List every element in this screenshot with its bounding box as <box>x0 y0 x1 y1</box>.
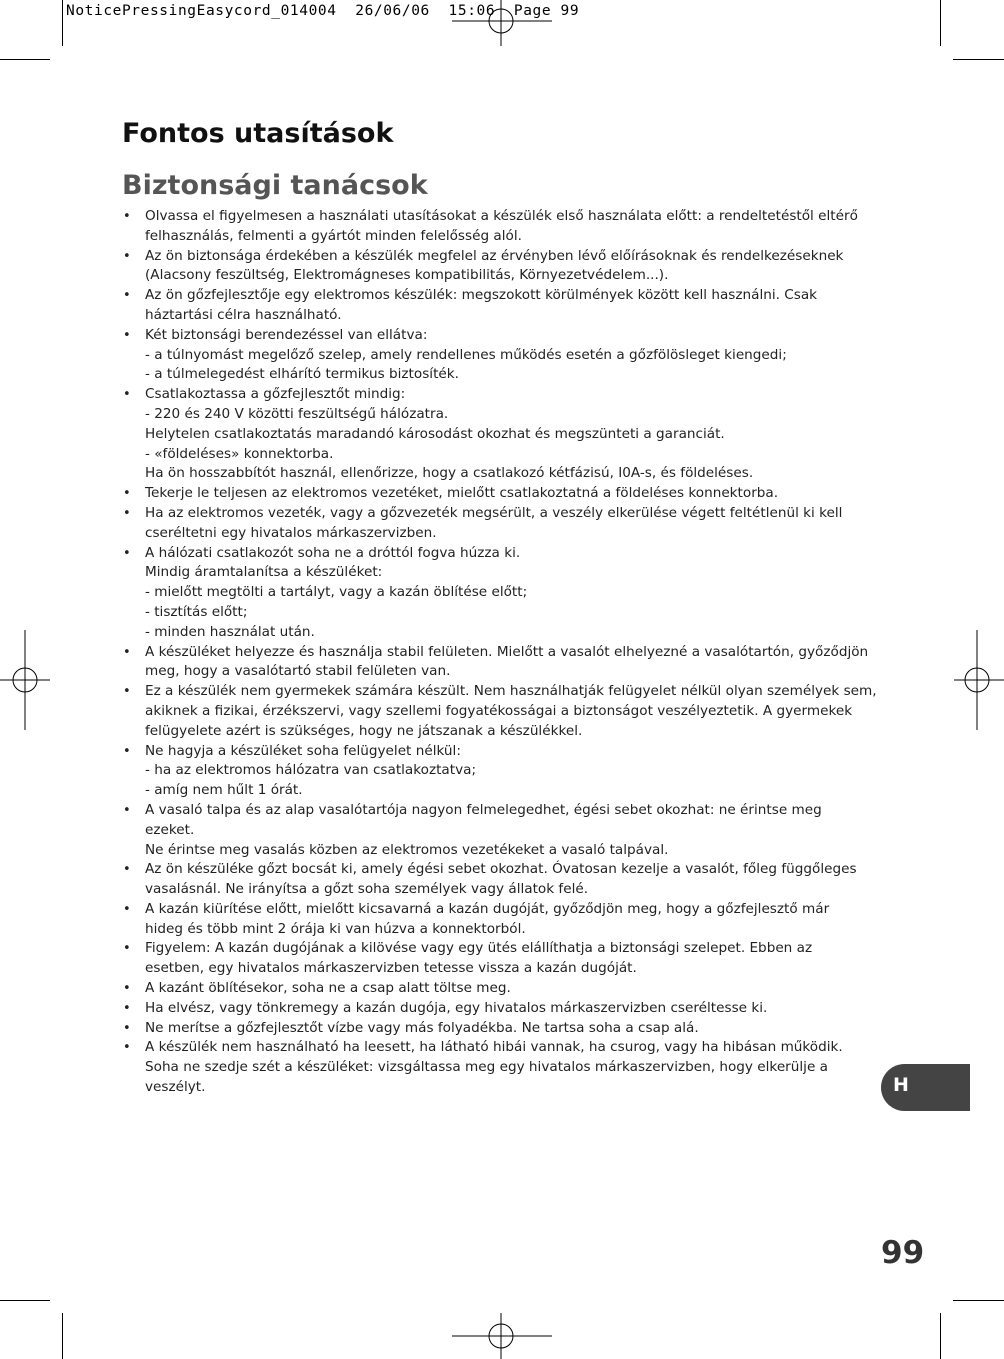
list-item <box>122 1019 882 1039</box>
header-file-name: NoticePressingEasycord_014004 <box>66 3 337 19</box>
list-item-line: • Ne hagyja a készüléket soha felügyelet nélkül: <box>145 742 461 759</box>
header-time: 15:06 <box>448 3 496 19</box>
list-item-line: hideg és több mint 2 órája ki van húzva a konnektorból. <box>145 920 526 937</box>
list-item <box>122 939 882 979</box>
list-item <box>122 801 882 860</box>
list-item <box>122 860 882 900</box>
list-item-line: • Ha elvész, vagy tönkremegy a kazán dugója, egy hivatalos márkaszervizben cseréltesse ki. <box>145 999 768 1016</box>
list-item-line: • Tekerje le teljesen az elektromos vezetéket, mielőtt csatlakoztatná a földeléses konnektorba. <box>145 485 779 502</box>
list-item-line: Helytelen csatlakoztatás maradandó károsodást okozhat és megszünteti a garanciát. <box>145 425 725 442</box>
registration-mark-bottom <box>452 1313 552 1359</box>
list-item-line: Soha ne szedje szét a készüléket: vizsgáltassa meg egy hivatalos márkaszervizben, hogy elkerülje a <box>145 1059 828 1076</box>
list-item-line: Ne érintse meg vasalás közben az elektromos vezetékeket a vasaló talpával. <box>145 841 669 858</box>
list-item-line: - «földeléses» konnektorba. <box>145 445 334 462</box>
crop-mark <box>953 59 1004 60</box>
crop-mark <box>0 59 50 60</box>
list-item-line: • Két biztonsági berendezéssel van ellátva: <box>145 326 428 343</box>
list-item-line: akiknek a fizikai, érzékszervi, vagy szellemi fogyatékosságai a biztonságot veszélyeztetik. A gyermekek <box>145 702 853 719</box>
crop-mark <box>62 1313 63 1359</box>
list-item-line: felügyelete azért is szükséges, hogy ne játszanak a készülékkel. <box>145 722 583 739</box>
list-item <box>122 385 882 484</box>
list-item-line: (Alacsony feszültség, Elektromágneses kompatibilitás, Környezetvédelem...). <box>145 267 669 284</box>
crop-mark <box>62 0 63 46</box>
registration-mark-left <box>0 630 50 730</box>
list-item <box>122 742 882 801</box>
list-item-line: - 220 és 240 V közötti feszültségű hálózatra. <box>145 405 449 422</box>
list-item-line: háztartási célra használható. <box>145 306 342 323</box>
list-item-line: • Az ön biztonsága érdekében a készülék megfelel az érvényben lévő előírásoknak és rendelkezéseknek <box>145 247 844 264</box>
list-item-line: • Ha az elektromos vezeték, vagy a gőzvezeték megsérült, a veszély elkerülése végett feltétlenül ki kell <box>145 504 843 521</box>
list-item-line: • A készülék nem használható ha leesett, ha látható hibái vannak, ha csurog, vagy ha hibásan működik. <box>145 1039 843 1056</box>
list-item <box>122 207 882 247</box>
list-item <box>122 247 882 287</box>
list-item-line: Mindig áramtalanítsa a készüléket: <box>145 564 383 581</box>
list-item <box>122 326 882 385</box>
list-item <box>122 504 882 544</box>
registration-mark-top <box>452 0 552 46</box>
registration-mark-right <box>954 630 1004 730</box>
list-item-line: • A hálózati csatlakozót soha ne a dróttól fogva húzza ki. <box>145 544 521 561</box>
list-item <box>122 544 882 643</box>
list-item <box>122 1038 882 1097</box>
list-item-line: - minden használat után. <box>145 623 315 640</box>
list-item <box>122 900 882 940</box>
crop-mark <box>953 1300 1004 1301</box>
crop-mark <box>940 1313 941 1359</box>
list-item <box>122 682 882 741</box>
list-item <box>122 643 882 683</box>
list-item <box>122 999 882 1019</box>
list-item-line: • A készüléket helyezze és használja stabil felületen. Mielőtt a vasalót elhelyezné a vasalótartón, győződjön <box>145 643 869 660</box>
header-page-label: Page 99 <box>513 3 580 19</box>
safety-instructions-list <box>122 207 882 1098</box>
page-number: 99 <box>881 1235 925 1271</box>
list-item-line: • Az ön gőzfejlesztője egy elektromos készülék: megszokott körülmények között kell használni. Csak <box>145 287 818 304</box>
list-item-line: • Ez a készülék nem gyermekek számára készült. Nem használhatják felügyelet nélkül olyan személyek sem, <box>145 683 877 700</box>
list-item <box>122 286 882 326</box>
list-item-line: • Figyelem: A kazán dugójának a kilövése vagy egy ütés elállíthatja a biztonsági szelepet. Ebben az <box>145 940 813 957</box>
list-item-line: • A vasaló talpa és az alap vasalótartója nagyon felmelegedhet, égési sebet okozhat: ne érintse meg <box>145 801 822 818</box>
list-item-line: ezeket. <box>145 821 195 838</box>
list-item-line: esetben, egy hivatalos márkaszervizben tetesse vissza a kazán dugóját. <box>145 960 637 977</box>
list-item-line: felhasználás, felmenti a gyártót minden felelősség alól. <box>145 227 522 244</box>
section-title: Biztonsági tanácsok <box>122 170 428 201</box>
list-item-line: • Ne merítse a gőzfejlesztőt vízbe vagy más folyadékba. Ne tartsa soha a csap alá. <box>145 1019 699 1036</box>
list-item-line: meg, hogy a vasalótartó stabil felületen van. <box>145 663 451 680</box>
list-item-line: • A kazán kiürítése előtt, mielőtt kicsavarná a kazán dugóját, győződjön meg, hogy a gőzfejlesztő már <box>145 900 830 917</box>
list-item-line: vasalásnál. Ne irányítsa a gőzt soha személyek vagy állatok felé. <box>145 881 589 898</box>
list-item-line: - amíg nem hűlt 1 órát. <box>145 782 303 799</box>
list-item <box>122 484 882 504</box>
list-item-line: - ha az elektromos hálózatra van csatlakoztatva; <box>145 762 477 779</box>
crop-mark <box>0 1300 50 1301</box>
language-tab <box>881 1064 970 1111</box>
list-item-line: - a túlnyomást megelőző szelep, amely rendellenes működés esetén a gőzfölösleget kiengedi; <box>145 346 787 363</box>
list-item-line: • A kazánt öblítésekor, soha ne a csap alatt töltse meg. <box>145 980 511 997</box>
list-item-line: - a túlmelegedést elhárító termikus biztosíték. <box>145 366 459 383</box>
list-item <box>122 979 882 999</box>
list-item-line: • Olvassa el figyelmesen a használati utasításokat a készülék első használata előtt: a rendeltetéstől eltérő <box>145 208 858 224</box>
list-item-line: cseréltetni egy hivatalos márkaszervizben. <box>145 524 437 541</box>
list-item-line: - mielőtt megtölti a tartályt, vagy a kazán öblítése előtt; <box>145 584 528 601</box>
list-item-line: • Csatlakoztassa a gőzfejlesztőt mindig: <box>145 386 406 403</box>
crop-mark <box>940 0 941 46</box>
list-item-line: - tisztítás előtt; <box>145 603 248 620</box>
list-item-line: • Az ön készüléke gőzt bocsát ki, amely égési sebet okozhat. Óvatosan kezelje a vasalót, főleg függőleges <box>145 861 857 878</box>
page-title: Fontos utasítások <box>122 118 394 149</box>
language-tab-letter: H <box>893 1074 909 1096</box>
list-item-line: veszélyt. <box>145 1079 206 1096</box>
list-item-line: Ha ön hosszabbítót használ, ellenőrizze, hogy a csatlakozó kétfázisú, I0A-s, és földeléses. <box>145 465 754 482</box>
header-date: 26/06/06 <box>355 3 430 19</box>
